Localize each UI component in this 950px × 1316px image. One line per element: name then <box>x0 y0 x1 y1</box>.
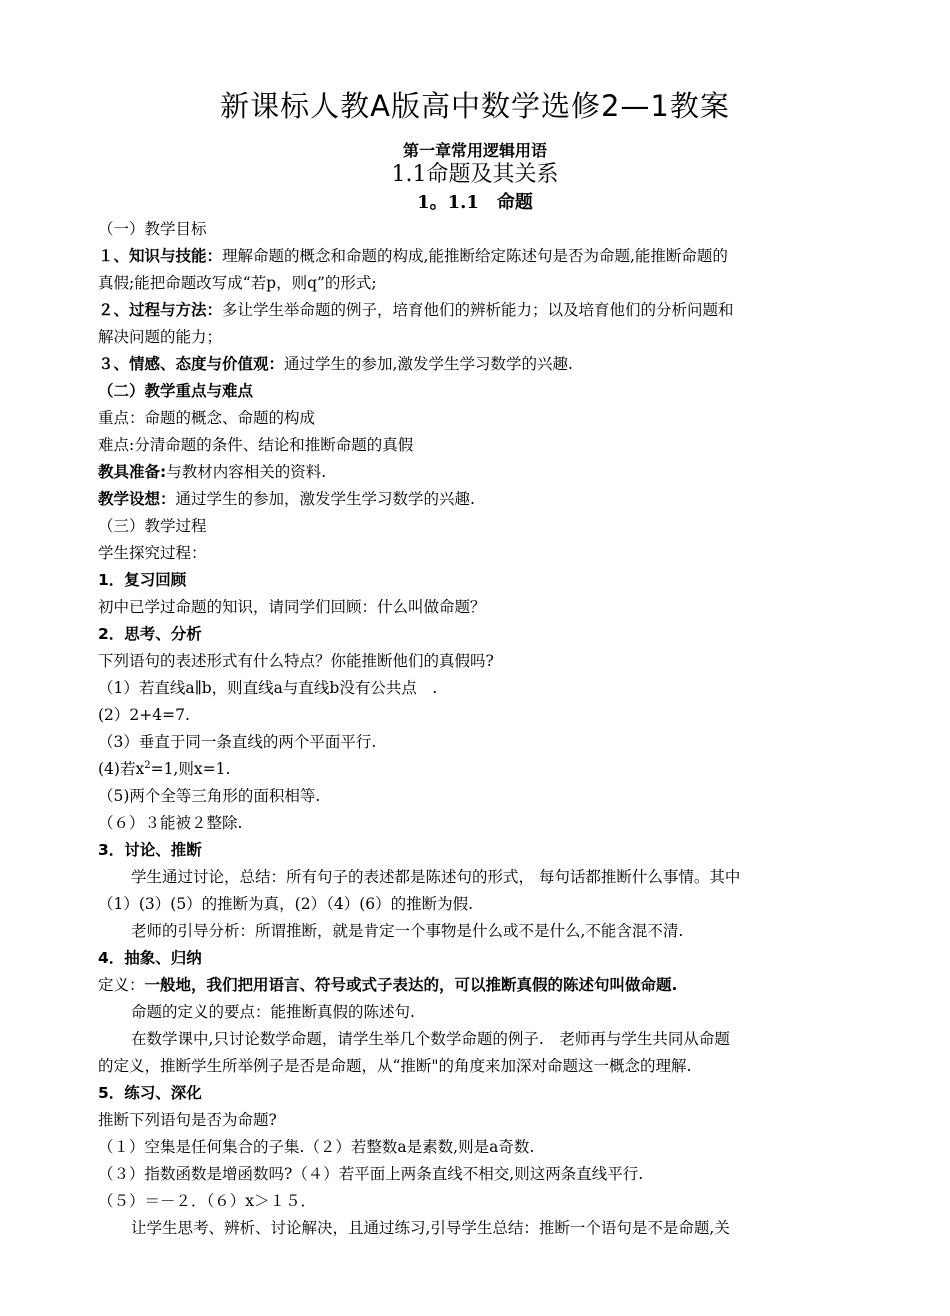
objective-3 <box>98 351 854 378</box>
step-1-title: 1．复习回顾 <box>98 571 187 589</box>
superscript: 2 <box>144 759 151 771</box>
document-title: 新课标人教A版高中数学选修2—1教案 <box>220 89 730 123</box>
step-4-para-2: 在数学课中,只讨论数学命题，请学生举几个数学命题的例子. 老师再与学生共同从命题 <box>131 1030 730 1048</box>
design-label: 教学设想： <box>98 490 176 508</box>
objective-1 <box>98 243 854 270</box>
step-3-para-2: 老师的引导分析：所谓推断，就是肯定一个事物是什么或不是什么,不能含混不清. <box>131 922 684 940</box>
step-2-item-2: (2）2+4=7. <box>98 706 190 724</box>
step-4-para-2-cont: 的定义，推断学生所举例子是否是命题，从“推断"的角度来加深对命题这一概念的理解. <box>98 1057 692 1075</box>
step-5-item-1: （１）空集是任何集合的子集.（２）若整数a是素数,则是a奇数. <box>98 1138 535 1156</box>
difficulty-point: 难点:分清命题的条件、结论和推断命题的真假 <box>98 436 414 454</box>
step-3-para-1-cont: （1）(3）(5）的推断为真，(2）（4）(6）的推断为假. <box>98 895 474 913</box>
objective-2-text: 多让学生举命题的例子，培育他们的辨析能力；以及培育他们的分析问题和 <box>222 301 734 319</box>
objective-1-text: 理解命题的概念和命题的构成,能推断给定陈述句是否为命题,能推断命题的 <box>222 247 728 265</box>
step-5-para: 让学生思考、辨析、讨论解决，且通过练习,引导学生总结：推断一个语句是不是命题,关 <box>131 1219 730 1237</box>
chapter-title: 第一章常用逻辑用语 <box>402 141 547 160</box>
definition-text: 一般地，我们把用语言、符号或式子表达的，可以推断真假的陈述句叫做命题. <box>144 976 678 994</box>
objective-3-text: 通过学生的参加,激发学生学习数学的兴趣. <box>284 355 573 373</box>
objective-2-cont: 解决问题的能力； <box>98 328 223 346</box>
design-text: 通过学生的参加，激发学生学习数学的兴趣. <box>175 490 475 508</box>
step-2-item-4-a: (4)若x <box>98 760 145 778</box>
step-3-title: 3．讨论、推断 <box>98 841 202 859</box>
design-line <box>98 486 854 513</box>
tools-label: 教具准备: <box>98 463 167 481</box>
key-point: 重点：命题的概念、命题的构成 <box>98 409 316 427</box>
step-5-title: 5．练习、深化 <box>98 1084 202 1102</box>
definition-line <box>98 972 854 999</box>
step-2-title: 2．思考、分析 <box>98 625 202 643</box>
tools-line <box>98 459 854 486</box>
step-2-item-1: （1）若直线a∥b，则直线a与直线b没有公共点 . <box>98 679 438 697</box>
tools-text: 与教材内容相关的资料. <box>166 463 327 481</box>
step-2-text: 下列语句的表述形式有什么特点？你能推断他们的真假吗? <box>98 652 494 670</box>
step-4-para-1: 命题的定义的要点：能推断真假的陈述句. <box>131 1003 415 1021</box>
step-2-item-5: （5)两个全等三角形的面积相等. <box>98 787 321 805</box>
step-5-text: 推断下列语句是否为命题? <box>98 1111 277 1129</box>
step-1-text: 初中已学过命题的知识，请同学们回顾：什么叫做命题？ <box>98 598 486 616</box>
process-intro: 学生探究过程： <box>98 544 207 562</box>
objectives-heading: （一）教学目标 <box>98 220 207 238</box>
objective-2 <box>98 297 854 324</box>
objective-2-label: ２、过程与方法： <box>98 301 223 319</box>
step-2-item-4-b: =1,则x=1. <box>150 760 231 778</box>
keypoints-heading: （二）教学重点与难点 <box>98 382 254 400</box>
objective-3-label: ３、情感、态度与价值观： <box>98 355 285 373</box>
document-body <box>98 216 854 1242</box>
step-3-para-1: 学生通过讨论，总结：所有句子的表述都是陈述句的形式， 每句话都推断什么事情。其中 <box>131 868 741 886</box>
step-4-title: 4．抽象、归纳 <box>98 949 202 967</box>
objective-1-label: １、知识与技能： <box>98 247 223 265</box>
section-title: 1.1命题及其关系 <box>391 162 559 187</box>
process-heading: （三）教学过程 <box>98 517 207 535</box>
objective-1-cont: 真假;能把命题改写成“若p，则q”的形式; <box>98 274 377 292</box>
subsection-title: 1。1.1 命题 <box>417 192 533 213</box>
step-2-item-3: （3）垂直于同一条直线的两个平面平行. <box>98 733 377 751</box>
step-2-item-4 <box>98 756 854 783</box>
step-2-item-6: （６）３能被２整除. <box>98 814 243 832</box>
definition-label: 定义： <box>98 976 145 994</box>
step-5-item-2: （３）指数函数是增函数吗?（４）若平面上两条直线不相交,则这两条直线平行. <box>98 1165 644 1183</box>
step-5-item-3: （５）＝－２．（６）x＞１５． <box>98 1192 316 1210</box>
